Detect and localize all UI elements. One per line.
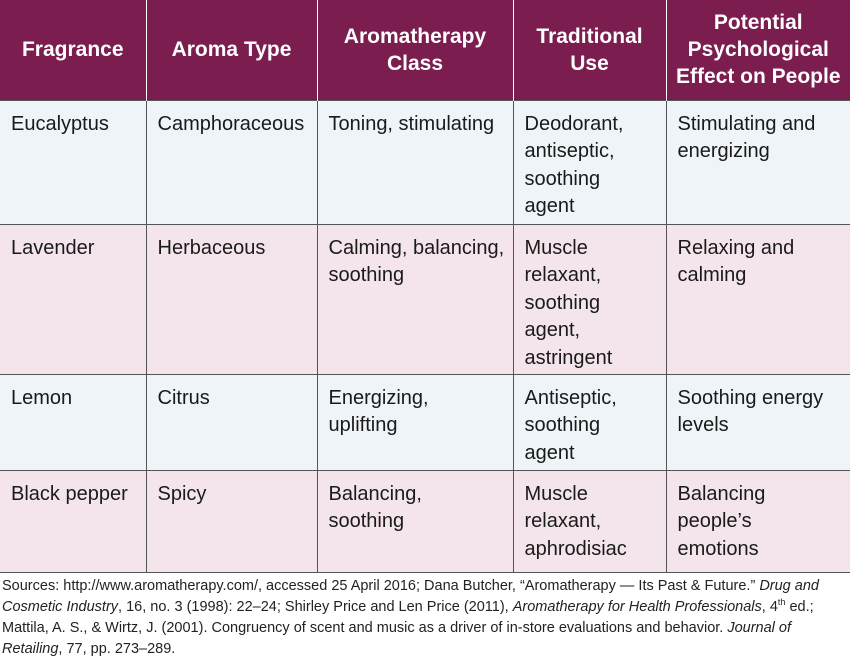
sources-italic-title: Aromatherapy for Health Professionals [512,599,762,615]
table-cell: Energizing, uplifting [317,374,513,470]
table-cell: Deodorant, antiseptic, soothing agent [513,100,666,224]
table-cell: Soothing energy levels [666,374,850,470]
table-row [0,374,850,470]
table-cell: Camphoraceous [146,100,317,224]
header-aromatherapy-class: Aromatherapy Class [317,0,513,100]
sources-text: ed.; Mattila, A. S., & Wirtz, J. (2001). Congruency of scent and music as a driver of in-store evaluations and behavior. [2,599,814,636]
sources-italic-title: Drug and Cosmetic Industry [2,578,819,615]
sources-text: , 4 [761,599,778,615]
table-body [0,100,850,572]
sources-italic-title: Journal of Retailing [2,620,792,657]
table-cell: Muscle relaxant, aphrodisiac [513,470,666,572]
header-aroma-type: Aroma Type [146,0,317,100]
table-cell: Calming, balancing, soothing [317,224,513,374]
table-cell: Citrus [146,374,317,470]
table-cell: Spicy [146,470,317,572]
table-cell: Balancing, soothing [317,470,513,572]
table-cell: Antiseptic, soothing agent [513,374,666,470]
table-cell: Black pepper [0,470,146,572]
table-header [0,0,850,100]
header-fragrance: Fragrance [0,0,146,100]
sources-superscript: th [777,597,786,608]
table-cell: Toning, stimulating [317,100,513,224]
table-cell: Stimulating and energizing [666,100,850,224]
sources-text: , 77, pp. 273–289. [58,641,176,657]
table-row [0,470,850,572]
header-psychological-effect: Potential Psychological Effect on People [666,0,850,100]
table-cell: Eucalyptus [0,100,146,224]
table-cell: Muscle relaxant, soothing agent, astringent [513,224,666,374]
sources-text: Sources: http://www.aromatherapy.com/, accessed 25 April 2016; Dana Butcher, “Aromatherapy — Its Past & Future.” [2,578,760,594]
sources-footnote [2,576,848,660]
table-cell: Lemon [0,374,146,470]
table-row [0,224,850,374]
header-traditional-use: Traditional Use [513,0,666,100]
table-cell: Herbaceous [146,224,317,374]
table-row [0,100,850,224]
table-cell: Balancing people’s emotions [666,470,850,572]
table-cell: Relaxing and calming [666,224,850,374]
table-cell: Lavender [0,224,146,374]
sources-text: , 16, no. 3 (1998): 22–24; Shirley Price and Len Price (2011), [118,599,513,615]
header-row [0,0,850,100]
